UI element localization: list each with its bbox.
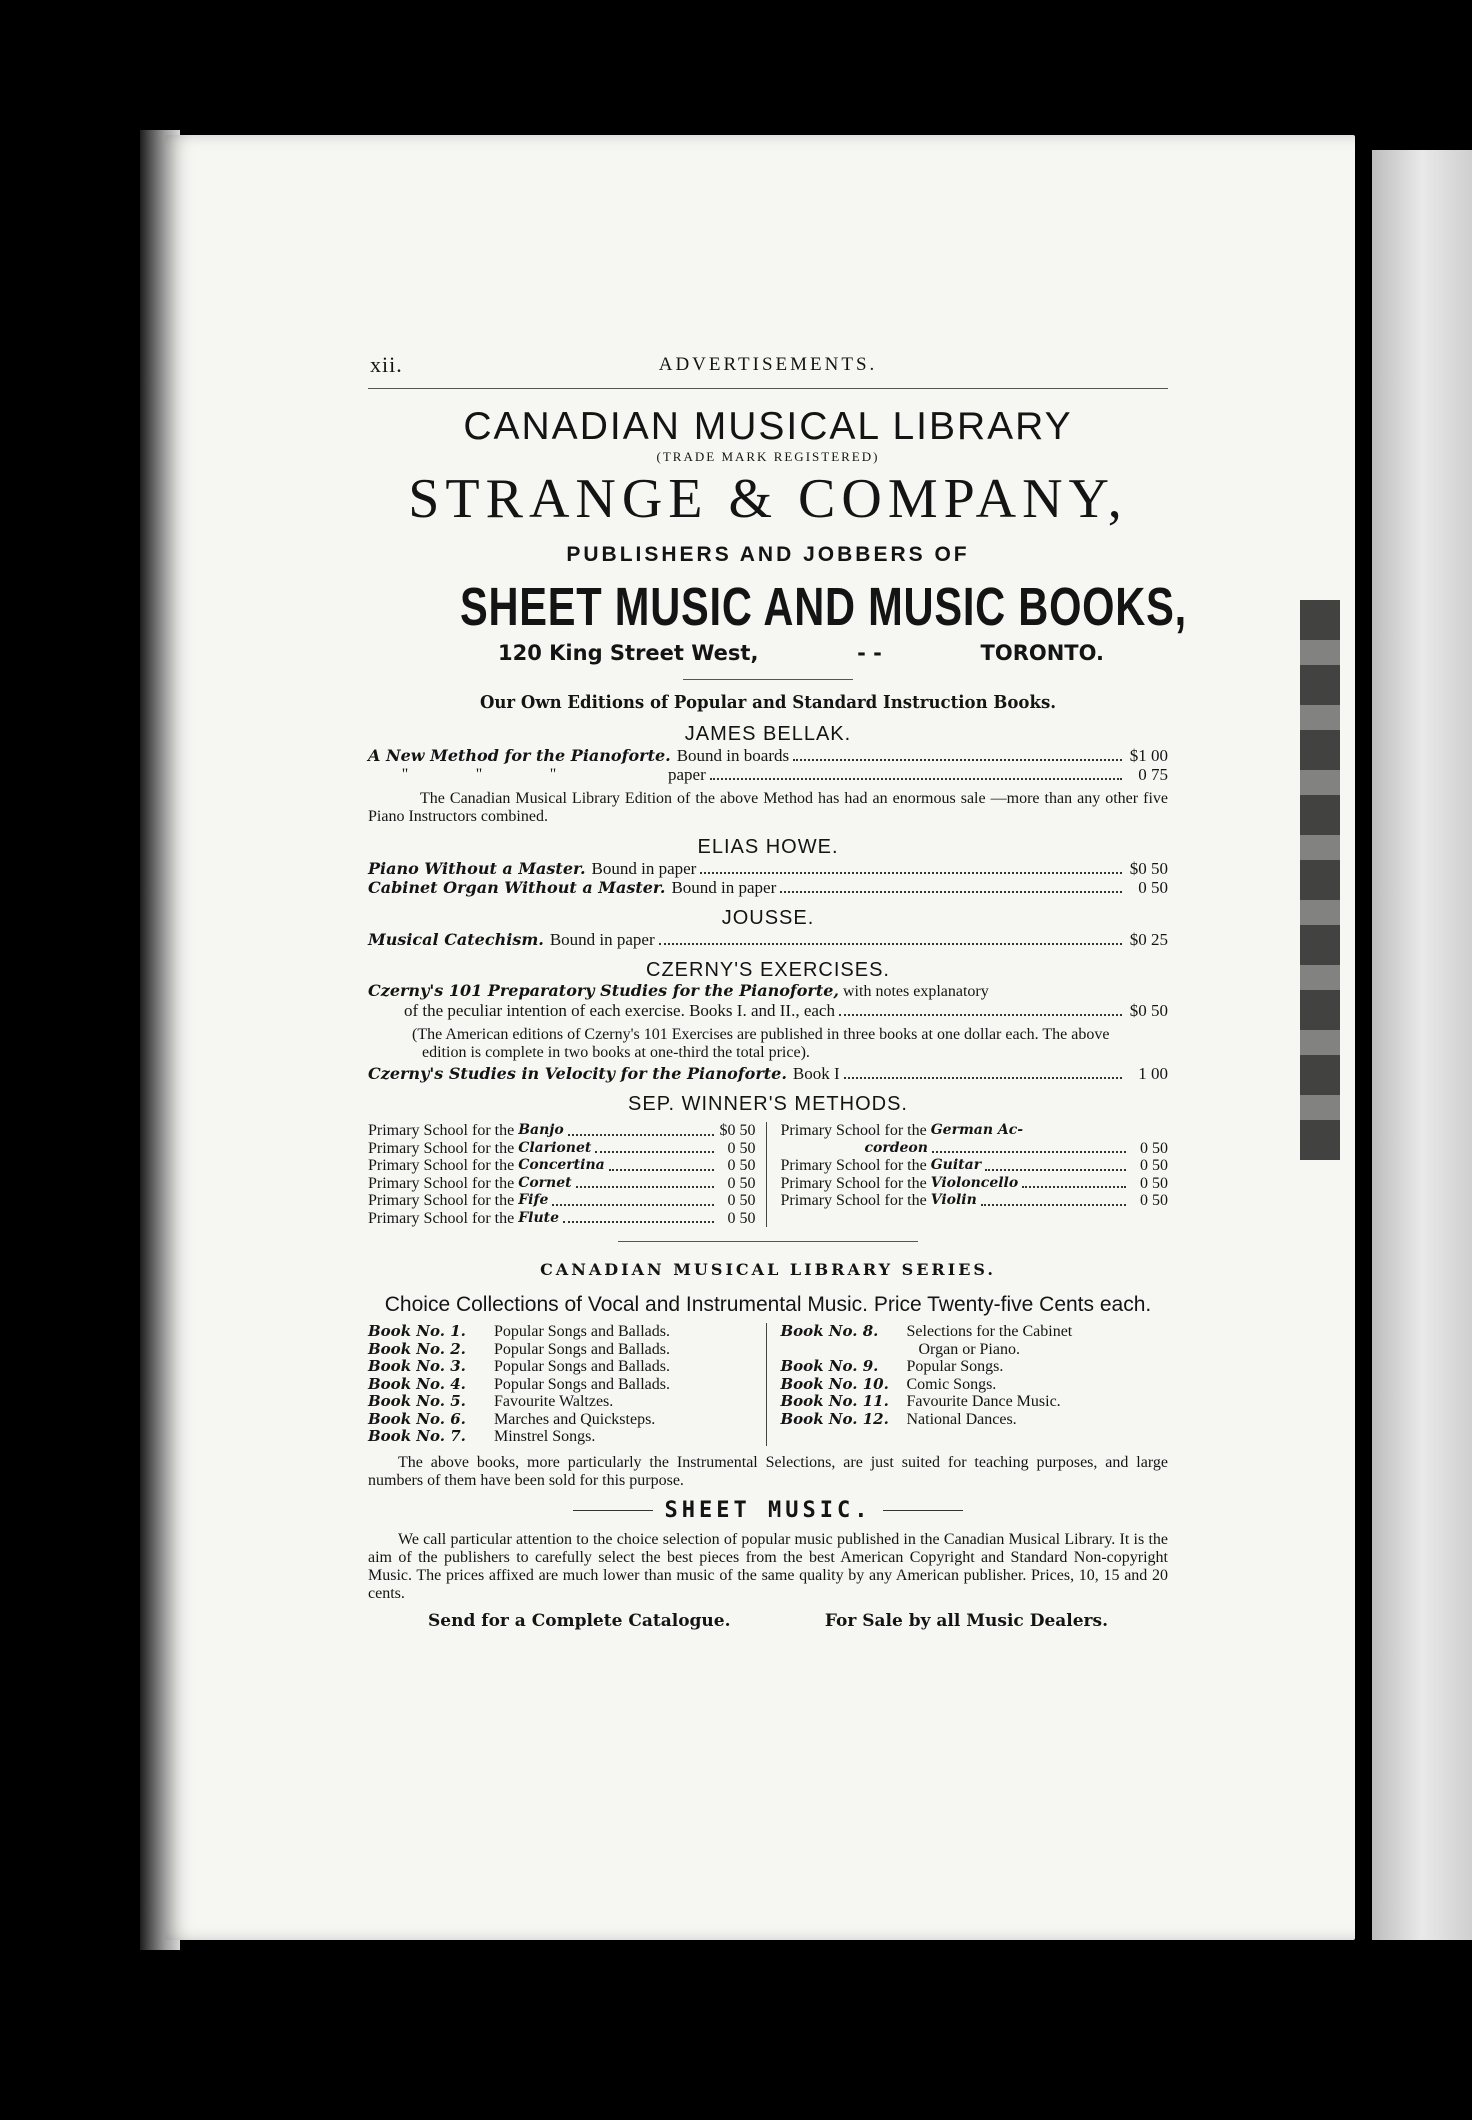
book-desc: Popular Songs and Ballads.	[494, 1358, 670, 1375]
sheet-music-paragraph: We call particular attention to the choice selection of popular music published in the Canadian Musical Library. It is the aim of the publishers to carefully select the best pieces from the best American Copyright and Standard Non-copyright Music. The prices affixed are much lower than music of the same quality by any American publisher. Prices, 10, 15 and 20 cents.	[368, 1530, 1168, 1602]
list-item	[368, 1358, 756, 1376]
book-title: Piano Without a Master.	[368, 859, 586, 878]
list-item	[781, 1323, 1169, 1341]
book-desc: Comic Songs.	[906, 1375, 997, 1393]
dot-leader	[609, 1169, 714, 1171]
list-item	[781, 1358, 1169, 1376]
winner-left-column	[368, 1122, 767, 1227]
dealers-note: For Sale by all Music Dealers.	[824, 1610, 1108, 1631]
address-dashes: - -	[857, 641, 882, 665]
book-desc: Popular Songs and Ballads.	[494, 1375, 670, 1393]
sheet-music-heading	[368, 1498, 1168, 1523]
book-desc: Popular Songs.	[906, 1358, 1004, 1375]
running-title: ADVERTISEMENTS.	[658, 354, 878, 375]
price: $0 50	[1129, 1001, 1168, 1020]
price-line	[368, 765, 1168, 784]
price: 0 50	[727, 1192, 756, 1209]
list-item	[781, 1411, 1169, 1429]
bellak-note: The Canadian Musical Library Edition of the above Method has had an enormous sale —more than any other five Piano Instructors combined.	[368, 790, 1168, 825]
book-number: Book No. 4.	[368, 1374, 466, 1393]
instrument: Concertina	[518, 1157, 605, 1173]
price: 0 50	[1140, 1192, 1168, 1209]
book-number: Book No. 11.	[780, 1392, 889, 1410]
instrument: cordeon	[864, 1139, 928, 1156]
dot-leader	[563, 1221, 713, 1223]
trademark-note: (TRADE MARK REGISTERED)	[656, 449, 880, 464]
book-list	[368, 1323, 1168, 1446]
binding-text: paper	[668, 765, 706, 784]
item-text: Book I	[792, 1064, 840, 1083]
heading-rule	[883, 1510, 963, 1511]
book-desc: Marches and Quicksteps.	[494, 1410, 656, 1428]
price: 0 50	[727, 1157, 756, 1174]
book-list-right	[767, 1323, 1169, 1446]
book-desc: Organ or Piano.	[918, 1340, 1020, 1358]
item-text: of the peculiar intention of each exercise. Books I. and II., each	[404, 1001, 835, 1020]
book-number: Book No. 5.	[368, 1392, 466, 1410]
street-address: 120 King Street West,	[498, 641, 759, 665]
list-item	[781, 1393, 1169, 1411]
book-desc: Popular Songs and Ballads.	[494, 1340, 670, 1358]
winner-right-list	[781, 1157, 1169, 1210]
dot-leader	[981, 1204, 1126, 1206]
library-title: CANADIAN MUSICAL LIBRARY	[463, 405, 1073, 448]
czerny-note: (The American editions of Czerny's 101 Exercises are published in three books at one dollar each. The above edition is complete in two books at one-third the total price).	[412, 1026, 1110, 1061]
author-winner: SEP. WINNER'S METHODS.	[628, 1093, 908, 1115]
book-number: Book No. 7.	[368, 1427, 466, 1445]
price: 0 50	[1140, 1139, 1168, 1157]
company-name: STRANGE & COMPANY,	[408, 468, 1128, 530]
book-title: A New Method for the Pianoforte.	[368, 746, 671, 765]
binding-text: Bound in paper	[591, 859, 697, 878]
list-item	[368, 1428, 756, 1446]
dot-leader	[552, 1204, 713, 1206]
binding-text: Bound in paper	[671, 878, 777, 897]
price-line	[368, 746, 1168, 765]
price: 0 50	[727, 1209, 756, 1227]
price: 1 00	[1138, 1064, 1168, 1083]
list-item	[368, 1376, 756, 1394]
next-page-strip	[1372, 150, 1472, 1940]
book-number: Book No. 3.	[368, 1357, 466, 1375]
author-jousse: JOUSSE.	[721, 907, 815, 929]
instrument: Violin	[930, 1192, 977, 1208]
price-line	[368, 1064, 1168, 1083]
page-number: xii.	[370, 352, 403, 377]
author-howe: ELIAS HOWE.	[697, 836, 839, 858]
book-number: Book No. 2.	[368, 1339, 466, 1358]
dot-leader	[780, 891, 1122, 893]
series-subtitle: Choice Collections of Vocal and Instrumental Music. Price Twenty-five Cents each.	[384, 1293, 1152, 1316]
price-line	[368, 878, 1168, 897]
price-line	[368, 859, 1168, 878]
winner-methods	[368, 1122, 1168, 1227]
catalogue-note: Send for a Complete Catalogue.	[428, 1610, 731, 1631]
instrument: Violoncello	[930, 1174, 1019, 1191]
series-title: CANADIAN MUSICAL LIBRARY SERIES.	[540, 1260, 996, 1279]
list-item: Primary School for the Guitar 0 50	[780, 1157, 1168, 1174]
author-czerny: CZERNY'S EXERCISES.	[646, 959, 890, 981]
book-number: Book No. 1.	[368, 1322, 466, 1340]
instrument: German Ac-	[930, 1122, 1024, 1138]
dot-leader	[659, 943, 1122, 945]
book-desc: Favourite Dance Music.	[906, 1393, 1061, 1410]
page-content	[368, 348, 1187, 1631]
price: $0 25	[1129, 930, 1168, 949]
list-item	[781, 1376, 1169, 1394]
book-number: Book No. 12.	[780, 1409, 889, 1428]
dot-leader	[844, 1077, 1122, 1079]
price: $0 50	[719, 1122, 756, 1139]
instrument: Guitar	[930, 1157, 982, 1173]
list-item: Primary School for the German Ac-	[780, 1122, 1024, 1139]
list-item: Primary School for the Clarionet 0 50	[368, 1139, 756, 1157]
sheet-music-headline: SHEET MUSIC AND MUSIC BOOKS,	[460, 577, 1187, 637]
dot-leader	[839, 1014, 1122, 1016]
book-number: Book No. 8.	[780, 1322, 879, 1340]
list-item	[781, 1140, 1169, 1158]
book-list-right-items	[781, 1358, 1169, 1428]
instrument: Cornet	[518, 1174, 572, 1191]
list-item: Primary School for the Flute 0 50	[368, 1209, 756, 1227]
closing-line	[428, 1611, 1108, 1631]
dot-leader	[568, 1134, 714, 1136]
dot-leader	[1022, 1186, 1126, 1188]
dot-leader	[595, 1151, 713, 1153]
binding-marks	[1300, 600, 1340, 1160]
dot-leader	[710, 778, 1122, 780]
list-item: Primary School for the Concertina 0 50	[368, 1157, 756, 1174]
list-item: Primary School for the Banjo $0 50	[368, 1122, 756, 1139]
dot-leader	[793, 759, 1122, 761]
dot-leader	[932, 1151, 1126, 1153]
list-item: Primary School for the Violin 0 50	[780, 1192, 1168, 1209]
book-desc: Favourite Waltzes.	[494, 1393, 614, 1410]
book-title: Musical Catechism.	[368, 930, 544, 949]
list-item	[368, 1393, 756, 1411]
price: 0 50	[727, 1174, 756, 1192]
price: $0 50	[1129, 859, 1168, 878]
book-number: Book No. 6.	[368, 1409, 466, 1428]
list-item	[368, 1323, 756, 1341]
divider	[683, 679, 853, 680]
instrument: Banjo	[518, 1122, 564, 1138]
price: 0 50	[727, 1139, 756, 1157]
book-desc: Popular Songs and Ballads.	[494, 1323, 670, 1340]
price: $1 00	[1129, 746, 1168, 765]
list-item	[781, 1341, 1169, 1359]
winner-right-column	[767, 1122, 1169, 1227]
list-item: Primary School for the Fife 0 50	[368, 1192, 756, 1209]
price: 0 75	[1138, 765, 1168, 784]
dot-leader	[576, 1186, 714, 1188]
list-item: Primary School for the Cornet 0 50	[368, 1174, 756, 1192]
book-title: Czerny's Studies in Velocity for the Pianoforte.	[368, 1064, 787, 1083]
ditto-marks: " " "	[401, 766, 557, 783]
list-item	[368, 1341, 756, 1359]
running-head	[368, 348, 1168, 389]
czerny-item-1	[368, 982, 1168, 1001]
divider	[618, 1241, 918, 1242]
instrument: Clarionet	[518, 1139, 592, 1156]
book-desc: Minstrel Songs.	[494, 1428, 596, 1445]
address-line	[368, 641, 1168, 665]
editions-line: Our Own Editions of Popular and Standard Instruction Books.	[479, 692, 1057, 713]
dot-leader	[985, 1169, 1126, 1171]
price: 0 50	[1140, 1157, 1168, 1174]
sheet-music-title: SHEET MUSIC.	[664, 1497, 872, 1523]
heading-rule	[573, 1510, 653, 1511]
city: TORONTO.	[980, 641, 1104, 665]
book-desc: Selections for the Cabinet	[906, 1323, 1073, 1340]
binding-text: Bound in paper	[549, 930, 655, 949]
instrument: Fife	[518, 1192, 549, 1208]
list-item	[368, 1411, 756, 1429]
publishers-line: PUBLISHERS AND JOBBERS OF	[566, 543, 970, 566]
dot-leader	[700, 872, 1122, 874]
price-line	[368, 1001, 1168, 1020]
book-list-left	[368, 1323, 767, 1446]
price: 0 50	[1140, 1174, 1168, 1192]
list-item: Primary School for the Violoncello 0 50	[780, 1174, 1168, 1192]
instrument: Flute	[518, 1209, 560, 1226]
item-text: with notes explanatory	[843, 983, 989, 1000]
book-number: Book No. 10.	[780, 1374, 889, 1393]
price-line	[368, 930, 1168, 949]
book-desc: National Dances.	[906, 1410, 1017, 1428]
series-note: The above books, more particularly the Instrumental Selections, are just suited for teaching purposes, and large numbers of them have been sold for this purpose.	[368, 1453, 1168, 1489]
book-title: Czerny's 101 Preparatory Studies for the Pianoforte,	[368, 981, 839, 1000]
price: 0 50	[1138, 878, 1168, 897]
book-title: Cabinet Organ Without a Master.	[368, 878, 666, 897]
author-bellak: JAMES BELLAK.	[684, 723, 852, 745]
book-number: Book No. 9.	[780, 1357, 879, 1375]
binding-text: Bound in boards	[676, 746, 790, 765]
